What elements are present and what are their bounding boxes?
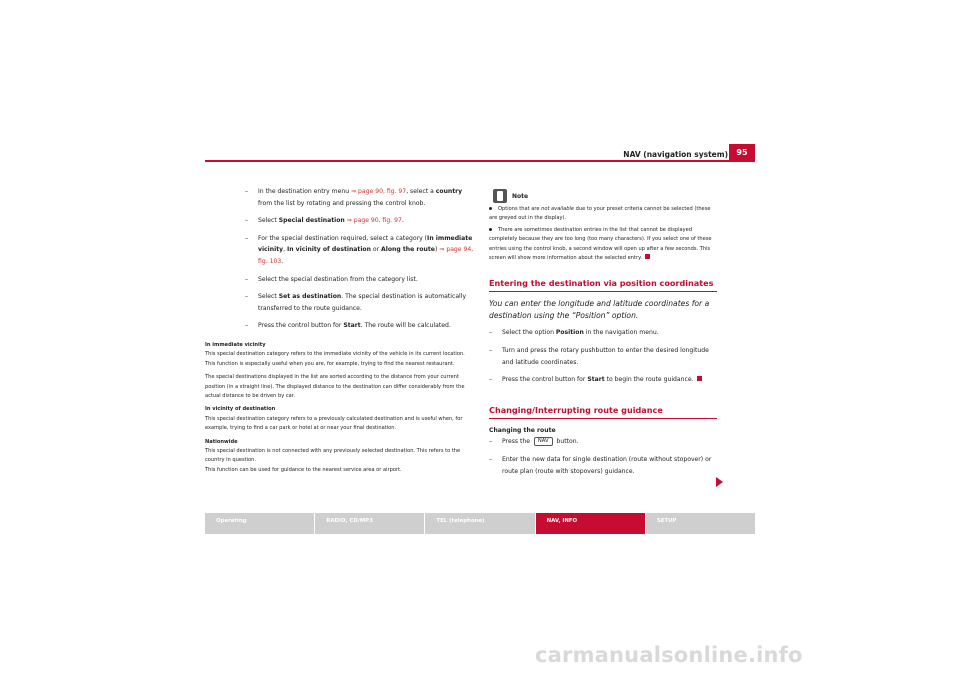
cross-reference-link[interactable]: ⇒ page 90, fig. 97	[351, 188, 407, 195]
section-intro-position: You can enter the longitude and latitude coordinates for a destination using the “Position” option.	[489, 299, 710, 320]
step-select-position: – Select the option Position in the navigation menu.	[489, 327, 717, 339]
continue-arrow-icon	[716, 477, 723, 487]
note-heading: Note	[493, 189, 717, 203]
step-set-as-destination: – Select Set as destination. The special destination is automatically transferred to the route guidance.	[245, 291, 475, 314]
step-start-guidance: – Press the control button for Start to begin the route guidance.	[489, 374, 717, 386]
step-press-start: – Press the control button for Start. The route will be calculated.	[245, 320, 475, 332]
nav-button-glyph: NAV	[534, 437, 553, 446]
watermark: carmanualsonline.info	[535, 643, 803, 667]
subheading-changing-route: Changing the route	[489, 426, 556, 434]
page-header-title: NAV (navigation system)	[623, 150, 728, 159]
page-number: 95	[729, 144, 755, 161]
tab-operating[interactable]: Operating	[205, 513, 314, 534]
step-select-country: – In the destination entry menu ⇒ page 90, fig. 97, select a country from the list by rotating and pressing the control knob.	[245, 186, 475, 209]
cross-reference-link[interactable]: ⇒ page 90, fig. 97	[344, 217, 402, 225]
chapter-tabs	[205, 513, 755, 534]
step-select-category: – For the special destination required, select a category (In immediate vicinity, In vicinity of destination or Along the route) ⇒ page 94, fig. 103.	[245, 233, 475, 268]
category-descriptions: In immediate vicinity This special destination category refers to the immediate vicinity of the vehicle in its current location. This function is especially useful when you are, for example, trying to find the nearest restaurant. The special destinations displayed in the list are sorted according to the distance from your current position (in a straight line). The displayed distance to the destination can differ considerably from the actual distance to be driven by car. In vicinity of destination This special destination category refers to a previously calculated destination and is useful when, for example, trying to find a car park or hotel at or near your final destination. Nationwide This special destination is not connected with any previously selected destination. This refers to the country in question. This function can be used for guidance to the nearest service area or airport.	[205, 341, 475, 475]
note-icon	[493, 189, 507, 203]
tab-nav-info[interactable]: NAV, INFO	[536, 513, 645, 534]
header-rule	[205, 160, 755, 162]
paragraph-sorted: The special destinations displayed in the list are sorted according to the distance from your current position (in a straight line). The displayed distance to the destination can differ considerably from the actual distance to be driven by car.	[205, 374, 465, 399]
right-column	[489, 189, 717, 483]
note-body: Options that are not available due to your preset criteria cannot be selected (these are greyed out in the display). There are sometimes destination entries in the list that cannot be displayed completely because they are too long (too many characters). If you select one of these entries using the control knob, a second window will open up after a few seconds. This screen will show more information about the selected entry.	[489, 206, 712, 262]
subheading-immediate-vicinity: In immediate vicinity	[205, 341, 266, 348]
bullet-icon	[489, 207, 492, 210]
subheading-nationwide: Nationwide	[205, 438, 238, 445]
tab-radio-cd-mp3[interactable]: RADIO, CD/MP3	[315, 513, 424, 534]
left-column	[205, 186, 475, 479]
bullet-icon	[489, 228, 492, 231]
step-enter-new-data: – Enter the new data for single destination (route without stopover) or route plan (route with stopovers) guidance.	[489, 454, 717, 477]
section-title-route-guidance: Changing/Interrupting route guidance	[489, 404, 717, 419]
end-mark-icon	[697, 376, 702, 381]
cross-reference-link[interactable]: ⇒ page 94, fig. 103	[258, 246, 474, 265]
tab-setup[interactable]: SETUP	[646, 513, 755, 534]
step-select-from-list: – Select the special destination from the category list.	[245, 274, 475, 286]
step-select-special-destination: – Select Special destination ⇒ page 90, fig. 97.	[245, 215, 475, 227]
step-press-nav: – Press the NAV button.	[489, 436, 717, 448]
tab-telephone[interactable]: TEL (telephone)	[425, 513, 534, 534]
step-enter-coordinates: – Turn and press the rotary pushbutton to enter the desired longitude and latitude coordinates.	[489, 345, 717, 368]
subheading-vicinity-destination: In vicinity of destination	[205, 406, 276, 413]
section-title-position-coordinates: Entering the destination via position coordinates	[489, 277, 717, 292]
end-mark-icon	[645, 254, 650, 259]
